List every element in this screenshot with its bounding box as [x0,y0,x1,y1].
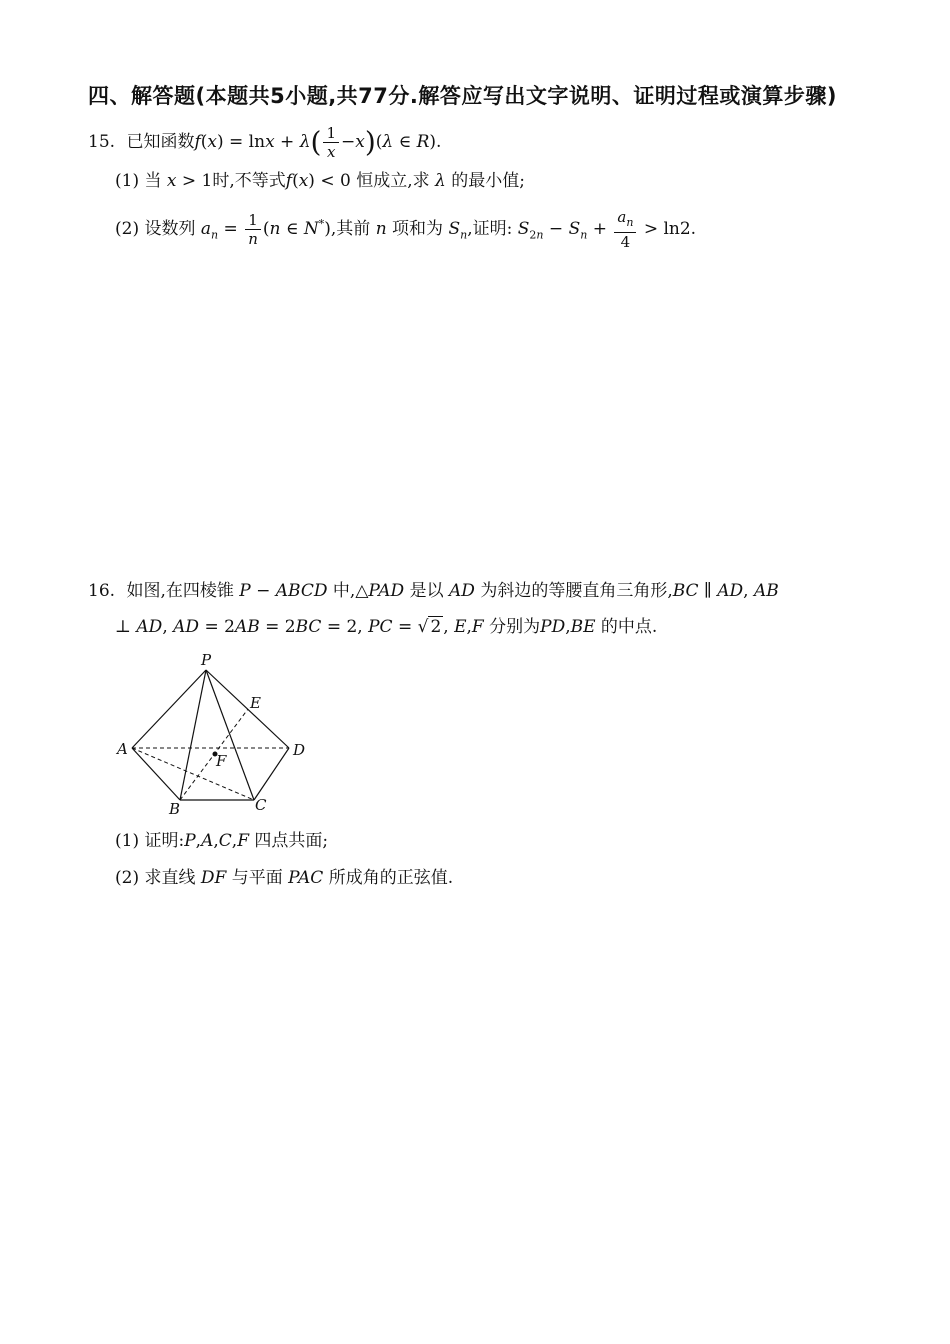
edge-AC [132,748,254,800]
q16-part1-label: (1) 证明: [115,831,185,851]
q16-line2: ⊥ AD, AD = 2AB = 2BC = 2, PC = √ 2 , E,F 分别为PD,BE 的中点. [115,617,658,637]
q16-line1b: 中,△ [332,581,369,601]
edge-PB [180,670,206,800]
label-C: C [255,796,267,814]
label-B: B [169,800,181,818]
q15-part2-label: (2) 设数列 [115,219,196,239]
q16-part2c: 所成角的正弦值. [328,868,454,888]
q15-part2-text2: 项和为 [392,219,444,239]
q15-intro: 已知函数 [126,132,195,152]
label-E: E [250,694,261,712]
q16-line1c: 是以 [409,581,444,601]
q15-number: 15. [88,132,116,152]
q15-part1-label: (1) 当 [115,171,162,191]
q15-part1-text: 时,不等式 [212,171,286,191]
q16-number: 16. [88,581,116,601]
q15-part2-text3: ,证明: [467,219,513,239]
q15-part2: (2) 设数列 $a_n$ = $\frac{1}{n}$ (n ∈ N*),其前 n 项和为 $S_n$,证明: $S_{2n} - S_n$ + $\frac{a_n}{4}$ > ln2. [115,208,697,251]
q16-part2: (2) 求直线 DF 与平面 PAC 所成角的正弦值. [115,868,454,888]
q15-part1-text3: 的最小值; [451,171,525,191]
edge-CD [254,748,289,800]
q15-part1: (1) 当 x > 1时,不等式f(x) < 0 恒成立,求 λ 的最小值; [115,171,525,191]
q15-part1-text2: 恒成立,求 [356,171,430,191]
q16-line1d: 为斜边的等腰直角三角形, [480,581,673,601]
q15-part2-text: ,其前 [330,219,371,239]
q15-statement: 15. 已知函数f(x) = lnx + λ( $\frac{1}{x}$ −x)(λ ∈ R). [88,124,442,161]
label-A: A [117,740,128,758]
q16-part1: (1) 证明:P,A,C,F 四点共面; [115,831,329,851]
label-P: P [201,651,212,669]
edge-PC [206,670,254,800]
pyramid-figure [108,650,318,820]
label-F: F [216,752,227,770]
q16-part2b: 与平面 [231,868,283,888]
label-D: D [293,741,306,759]
q16-line2b: 分别为 [489,617,541,637]
q16-part2-label: (2) 求直线 [115,868,196,888]
pyramid-diagram [108,650,318,820]
q16-line1: 16. 如图,在四棱锥 P − ABCD 中,△PAD 是以 AD 为斜边的等腰直角三角形,BC ∥ AD, AB [88,581,779,601]
q16-part1b: 四点共面; [254,831,329,851]
q16-line1-text: 如图,在四棱锥 [126,581,234,601]
edge-AB [132,748,180,800]
section-title: 四、解答题(本题共5小题,共77分.解答应写出文字说明、证明过程或演算步骤) [88,84,837,108]
q16-line2c: 的中点. [600,617,658,637]
edge-PA [132,670,206,748]
